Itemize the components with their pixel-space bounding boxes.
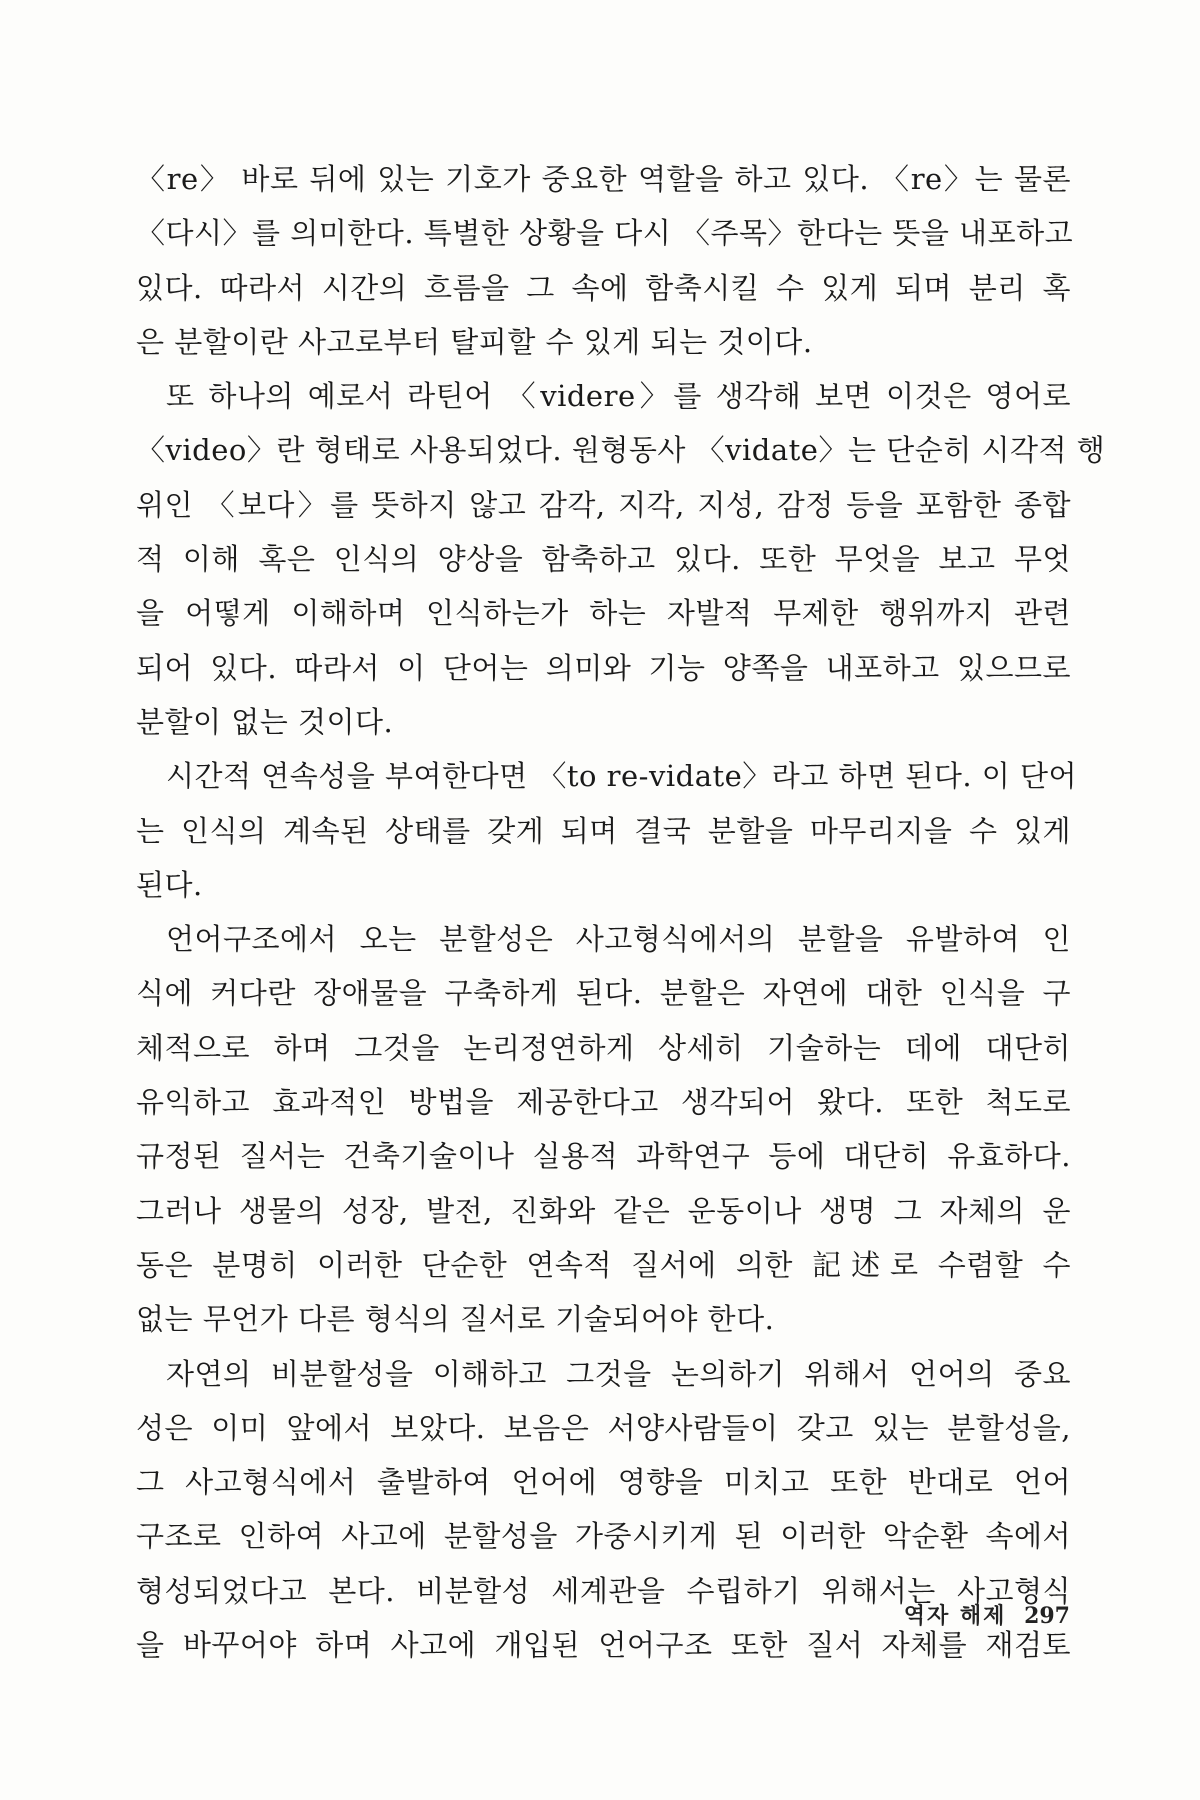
page-number: 297	[1024, 1603, 1070, 1629]
running-footer	[860, 1596, 1070, 1636]
text-line: 〈video〉란 형태로 사용되었다. 원형동사 〈vidate〉는 단순히 시각적 행	[136, 433, 1106, 468]
text-line: 시간적 연속성을 부여한다면 〈to re-vidate〉라고 하면 된다. 이 단어	[166, 759, 1078, 794]
text-line: 식에 커다란 장애물을 구축하게 된다. 분할은 자연에 대한 인식을 구	[136, 976, 1071, 1011]
text-line: 그러나 생물의 성장, 발전, 진화와 같은 운동이나 생명 그 자체의 운	[136, 1193, 1071, 1228]
text-line: 된다.	[136, 867, 203, 902]
text-line: 은 분할이란 사고로부터 탈피할 수 있게 되는 것이다.	[136, 324, 813, 359]
text-line: 체적으로 하며 그것을 논리정연하게 상세히 기술하는 데에 대단히	[136, 1030, 1071, 1065]
text-line: 자연의 비분할성을 이해하고 그것을 논의하기 위해서 언어의 중요	[166, 1356, 1071, 1391]
text-line: 없는 무언가 다른 형식의 질서로 기술되어야 한다.	[136, 1302, 775, 1337]
text-line: 또 하나의 예로서 라틴어 〈videre〉를 생각해 보면 이것은 영어로	[166, 379, 1071, 414]
section-title: 역자 해제	[903, 1604, 1007, 1629]
text-line: 을 어떻게 이해하며 인식하는가 하는 자발적 무제한 행위까지 관련	[136, 596, 1071, 631]
text-line: 구조로 인하여 사고에 분할성을 가중시키게 된 이러한 악순환 속에서	[136, 1519, 1071, 1554]
text-line: 성은 이미 앞에서 보았다. 보음은 서양사람들이 갖고 있는 분할성을,	[136, 1410, 1071, 1445]
text-line: 동은 분명히 이러한 단순한 연속적 질서에 의한 記述로 수렴할 수	[136, 1247, 1071, 1282]
body-text	[136, 152, 1106, 1672]
text-line: 유익하고 효과적인 방법을 제공한다고 생각되어 왔다. 또한 척도로	[136, 1085, 1071, 1120]
paragraph-4	[136, 912, 1071, 1346]
paragraph-3	[136, 749, 1078, 912]
text-line: 적 이해 혹은 인식의 양상을 함축하고 있다. 또한 무엇을 보고 무엇	[136, 542, 1071, 577]
text-line: 언어구조에서 오는 분할성은 사고형식에서의 분할을 유발하여 인	[166, 922, 1071, 957]
text-line: 형성되었다고 본다. 비분할성 세계관을 수립하기 위해서는 사고형식	[136, 1573, 1071, 1608]
paragraph-2	[136, 369, 1106, 749]
text-line: 그 사고형식에서 출발하여 언어에 영향을 미치고 또한 반대로 언어	[136, 1465, 1071, 1500]
text-line: 분할이 없는 것이다.	[136, 704, 394, 739]
text-line: 있다. 따라서 시간의 흐름을 그 속에 함축시킬 수 있게 되며 분리 혹	[136, 270, 1071, 305]
text-line: 〈다시〉를 의미한다. 특별한 상황을 다시 〈주목〉한다는 뜻을 내포하고	[136, 216, 1074, 251]
text-line: 〈re〉 바로 뒤에 있는 기호가 중요한 역할을 하고 있다. 〈re〉는 물론	[136, 162, 1071, 196]
paragraph-1	[136, 152, 1074, 369]
text-line: 되어 있다. 따라서 이 단어는 의미와 기능 양쪽을 내포하고 있으므로	[136, 650, 1071, 685]
text-line: 위인 〈보다〉를 뜻하지 않고 감각, 지각, 지성, 감정 등을 포함한 종합	[136, 487, 1071, 522]
text-line: 을 바꾸어야 하며 사고에 개입된 언어구조 또한 질서 자체를 재검토	[136, 1628, 1071, 1663]
text-line: 규정된 질서는 건축기술이나 실용적 과학연구 등에 대단히 유효하다.	[136, 1139, 1071, 1174]
text-line: 는 인식의 계속된 상태를 갖게 되며 결국 분할을 마무리지을 수 있게	[136, 813, 1071, 848]
